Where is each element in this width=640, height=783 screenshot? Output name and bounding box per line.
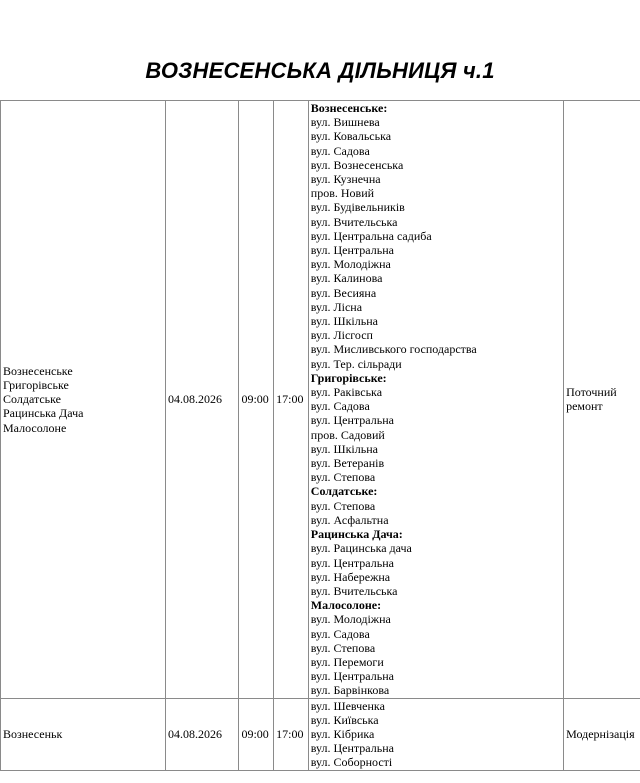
work-type-text: Поточний <box>566 385 617 400</box>
settlement-name: Рацинська Дача <box>3 406 84 421</box>
street-name: вул. Рацинська дача <box>310 541 412 556</box>
street-name: вул. Кузнечна <box>310 172 381 187</box>
street-name: вул. Набережна <box>310 569 391 584</box>
street-name: вул. Шевченка <box>310 698 385 713</box>
street-name: вул. Центральна <box>310 741 394 756</box>
street-name: вул. Асфальтна <box>310 512 389 527</box>
street-name: вул. Садова <box>310 626 370 641</box>
street-name: пров. Садовий <box>310 427 385 442</box>
street-name: вул. Вознесенська <box>310 157 404 172</box>
street-name: вул. Степова <box>310 470 376 485</box>
settlement-header: Малосолоне: <box>310 598 382 613</box>
end-time-cell: 17:00 <box>274 101 309 699</box>
street-name: вул. Мисливського господарства <box>310 342 477 357</box>
page-title: ВОЗНЕСЕНСЬКА ДІЛЬНИЦЯ ч.1 <box>145 58 495 83</box>
street-name: вул. Центральна <box>310 413 394 428</box>
end-time-cell: 17:00 <box>274 698 309 770</box>
date-cell: 04.08.2026 <box>165 698 239 770</box>
street-name: вул. Лісна <box>310 299 363 314</box>
streets-cell <box>308 698 563 770</box>
street-name: вул. Ветеранів <box>310 456 385 471</box>
settlement-header: Григорівське: <box>310 370 387 385</box>
street-name: вул. Шкільна <box>310 441 378 456</box>
settlement-name: Малосолоне <box>3 420 67 435</box>
settlement-name: Вознесенське <box>3 363 73 378</box>
work-type-text: Модернізація <box>566 726 635 741</box>
settlements-cell <box>1 101 166 699</box>
street-name: вул. Ковальська <box>310 129 392 144</box>
settlement-header: Рацинська Дача: <box>310 527 403 542</box>
street-name: вул. Перемоги <box>310 654 384 669</box>
street-name: вул. Будівельників <box>310 200 405 215</box>
start-time-cell: 09:00 <box>239 101 274 699</box>
street-name: вул. Степова <box>310 498 376 513</box>
street-name: вул. Вишнева <box>310 115 380 130</box>
street-name: пров. Новий <box>310 186 375 201</box>
work-type-text: ремонт <box>566 399 603 414</box>
street-name: вул. Київська <box>310 712 379 727</box>
settlement-name: Григорівське <box>3 377 69 392</box>
settlement-header: Вознесенське: <box>310 101 388 115</box>
work-type-cell <box>564 698 640 770</box>
street-name: вул. Садова <box>310 399 370 414</box>
date-cell: 04.08.2026 <box>165 101 239 699</box>
settlement-name: Вознесеньк <box>3 726 63 741</box>
street-name: вул. Раківська <box>310 385 383 400</box>
settlement-name: Солдатське <box>3 392 62 407</box>
street-name: вул. Вчительська <box>310 214 398 229</box>
street-name: вул. Молодіжна <box>310 612 391 627</box>
street-name: вул. Весияна <box>310 285 377 300</box>
schedule-table <box>0 100 640 771</box>
street-name: вул. Центральна <box>310 669 394 684</box>
table-row <box>1 101 640 699</box>
street-name: вул. Барвінкова <box>310 683 390 698</box>
street-name: вул. Лісгосп <box>310 328 373 343</box>
streets-cell <box>308 101 563 699</box>
street-name: вул. Степова <box>310 640 376 655</box>
street-name: вул. Молодіжна <box>310 257 391 272</box>
street-name: вул. Калинова <box>310 271 383 286</box>
work-type-cell <box>564 101 640 699</box>
street-name: вул. Соборності <box>310 755 393 770</box>
street-name: вул. Центральна садиба <box>310 228 432 243</box>
table-row <box>1 698 640 770</box>
start-time-cell: 09:00 <box>239 698 274 770</box>
street-name: вул. Тер. сільради <box>310 356 402 371</box>
settlement-header: Солдатське: <box>310 484 378 499</box>
settlements-cell <box>1 698 166 770</box>
street-name: вул. Садова <box>310 143 370 158</box>
street-name: вул. Шкільна <box>310 314 378 329</box>
street-name: вул. Кібрика <box>310 726 375 741</box>
street-name: вул. Центральна <box>310 555 394 570</box>
street-name: вул. Центральна <box>310 243 394 258</box>
street-name: вул. Вчительська <box>310 583 398 598</box>
